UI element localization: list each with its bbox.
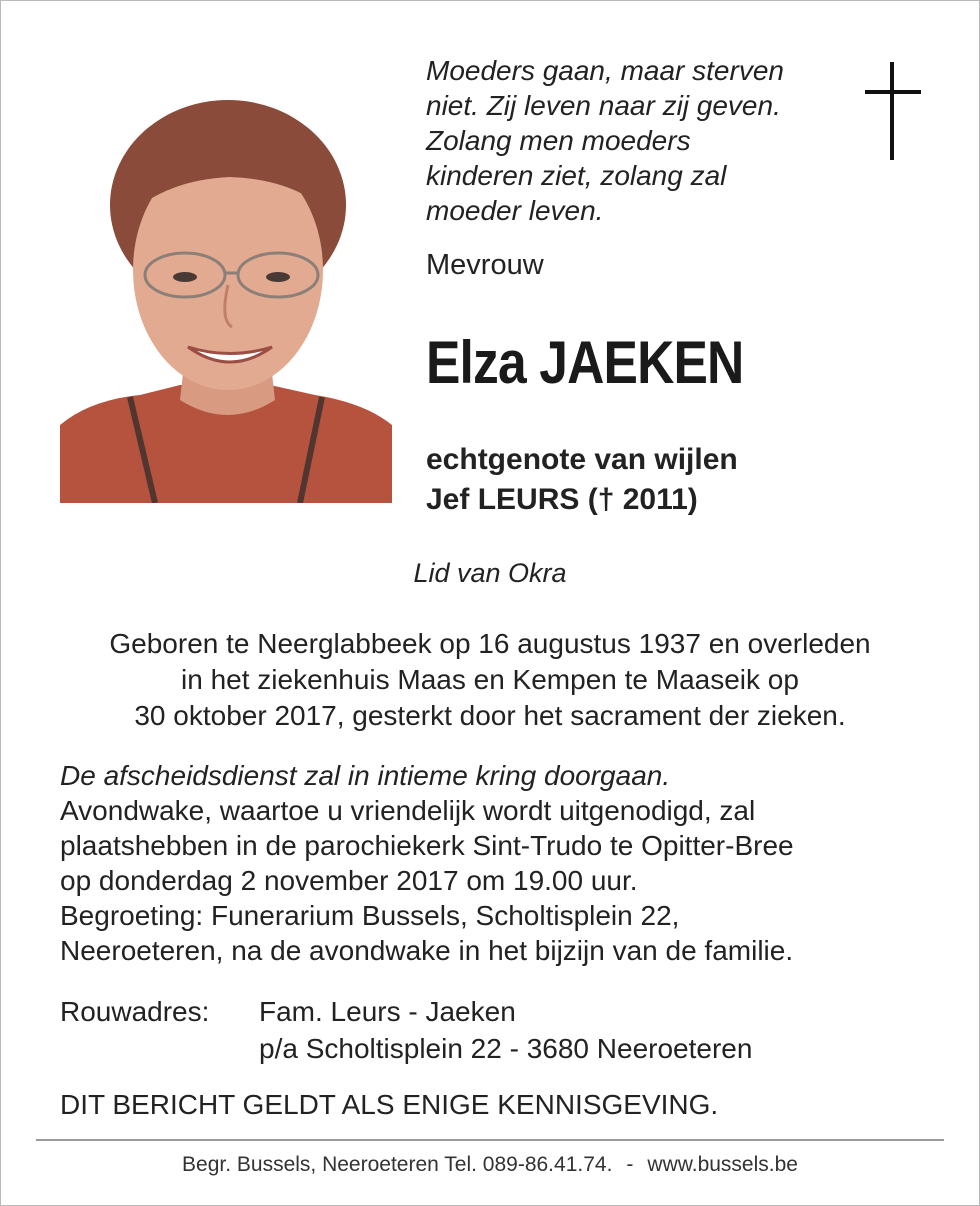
birth-death-line: 30 oktober 2017, gesterkt door het sacrament der zieken. [134, 700, 846, 731]
footer-separator: - [626, 1153, 634, 1176]
service-details [60, 758, 940, 968]
address-label: Rouwadres: [60, 996, 210, 1027]
cross-icon [862, 62, 924, 160]
birth-death-line: Geboren te Neerglabbeek op 16 augustus 1937 en overleden [109, 628, 871, 659]
website-link[interactable]: www.bussels.be [647, 1153, 798, 1176]
birth-death-line: in het ziekenhuis Maas en Kempen te Maaseik op [181, 664, 799, 695]
poem-line: Moeders gaan, maar sterven [426, 55, 784, 86]
footer [0, 1153, 980, 1177]
poem-line: Zolang men moeders [426, 125, 691, 156]
membership: Lid van Okra [413, 558, 567, 588]
deceased-name: Elza JAEKEN [426, 329, 744, 396]
service-intro: De afscheidsdienst zal in intieme kring doorgaan. [60, 760, 671, 791]
service-line: plaatshebben in de parochiekerk Sint-Trudo te Opitter-Bree [60, 830, 794, 861]
service-line: Neeroeteren, na de avondwake in het bijzijn van de familie. [60, 935, 794, 966]
address-line: p/a Scholtisplein 22 - 3680 Neeroeteren [259, 1033, 753, 1064]
spouse-line: echtgenote van wijlen [426, 443, 738, 476]
poem-line: moeder leven. [426, 195, 604, 226]
service-line: Begroeting: Funerarium Bussels, Scholtisplein 22, [60, 900, 680, 931]
portrait-photo [60, 85, 392, 503]
birth-death-details [0, 626, 980, 734]
funeral-home-contact: Begr. Bussels, Neeroeteren Tel. 089-86.41.74. [182, 1153, 613, 1176]
spouse-line: Jef LEURS († 2011) [426, 483, 698, 516]
footer-divider [36, 1139, 944, 1141]
honorific: Mevrouw [426, 249, 544, 281]
address-lines [259, 993, 752, 1067]
notice-statement: DIT BERICHT GELDT ALS ENIGE KENNISGEVING. [60, 1089, 719, 1120]
spouse-info [426, 440, 738, 520]
poem-line: kinderen ziet, zolang zal [426, 160, 727, 191]
poem-line: niet. Zij leven naar zij geven. [426, 90, 781, 121]
service-line: op donderdag 2 november 2017 om 19.00 uur. [60, 865, 638, 896]
address-line: Fam. Leurs - Jaeken [259, 996, 516, 1027]
memorial-poem [426, 53, 846, 228]
service-line: Avondwake, waartoe u vriendelijk wordt uitgenodigd, zal [60, 795, 756, 826]
